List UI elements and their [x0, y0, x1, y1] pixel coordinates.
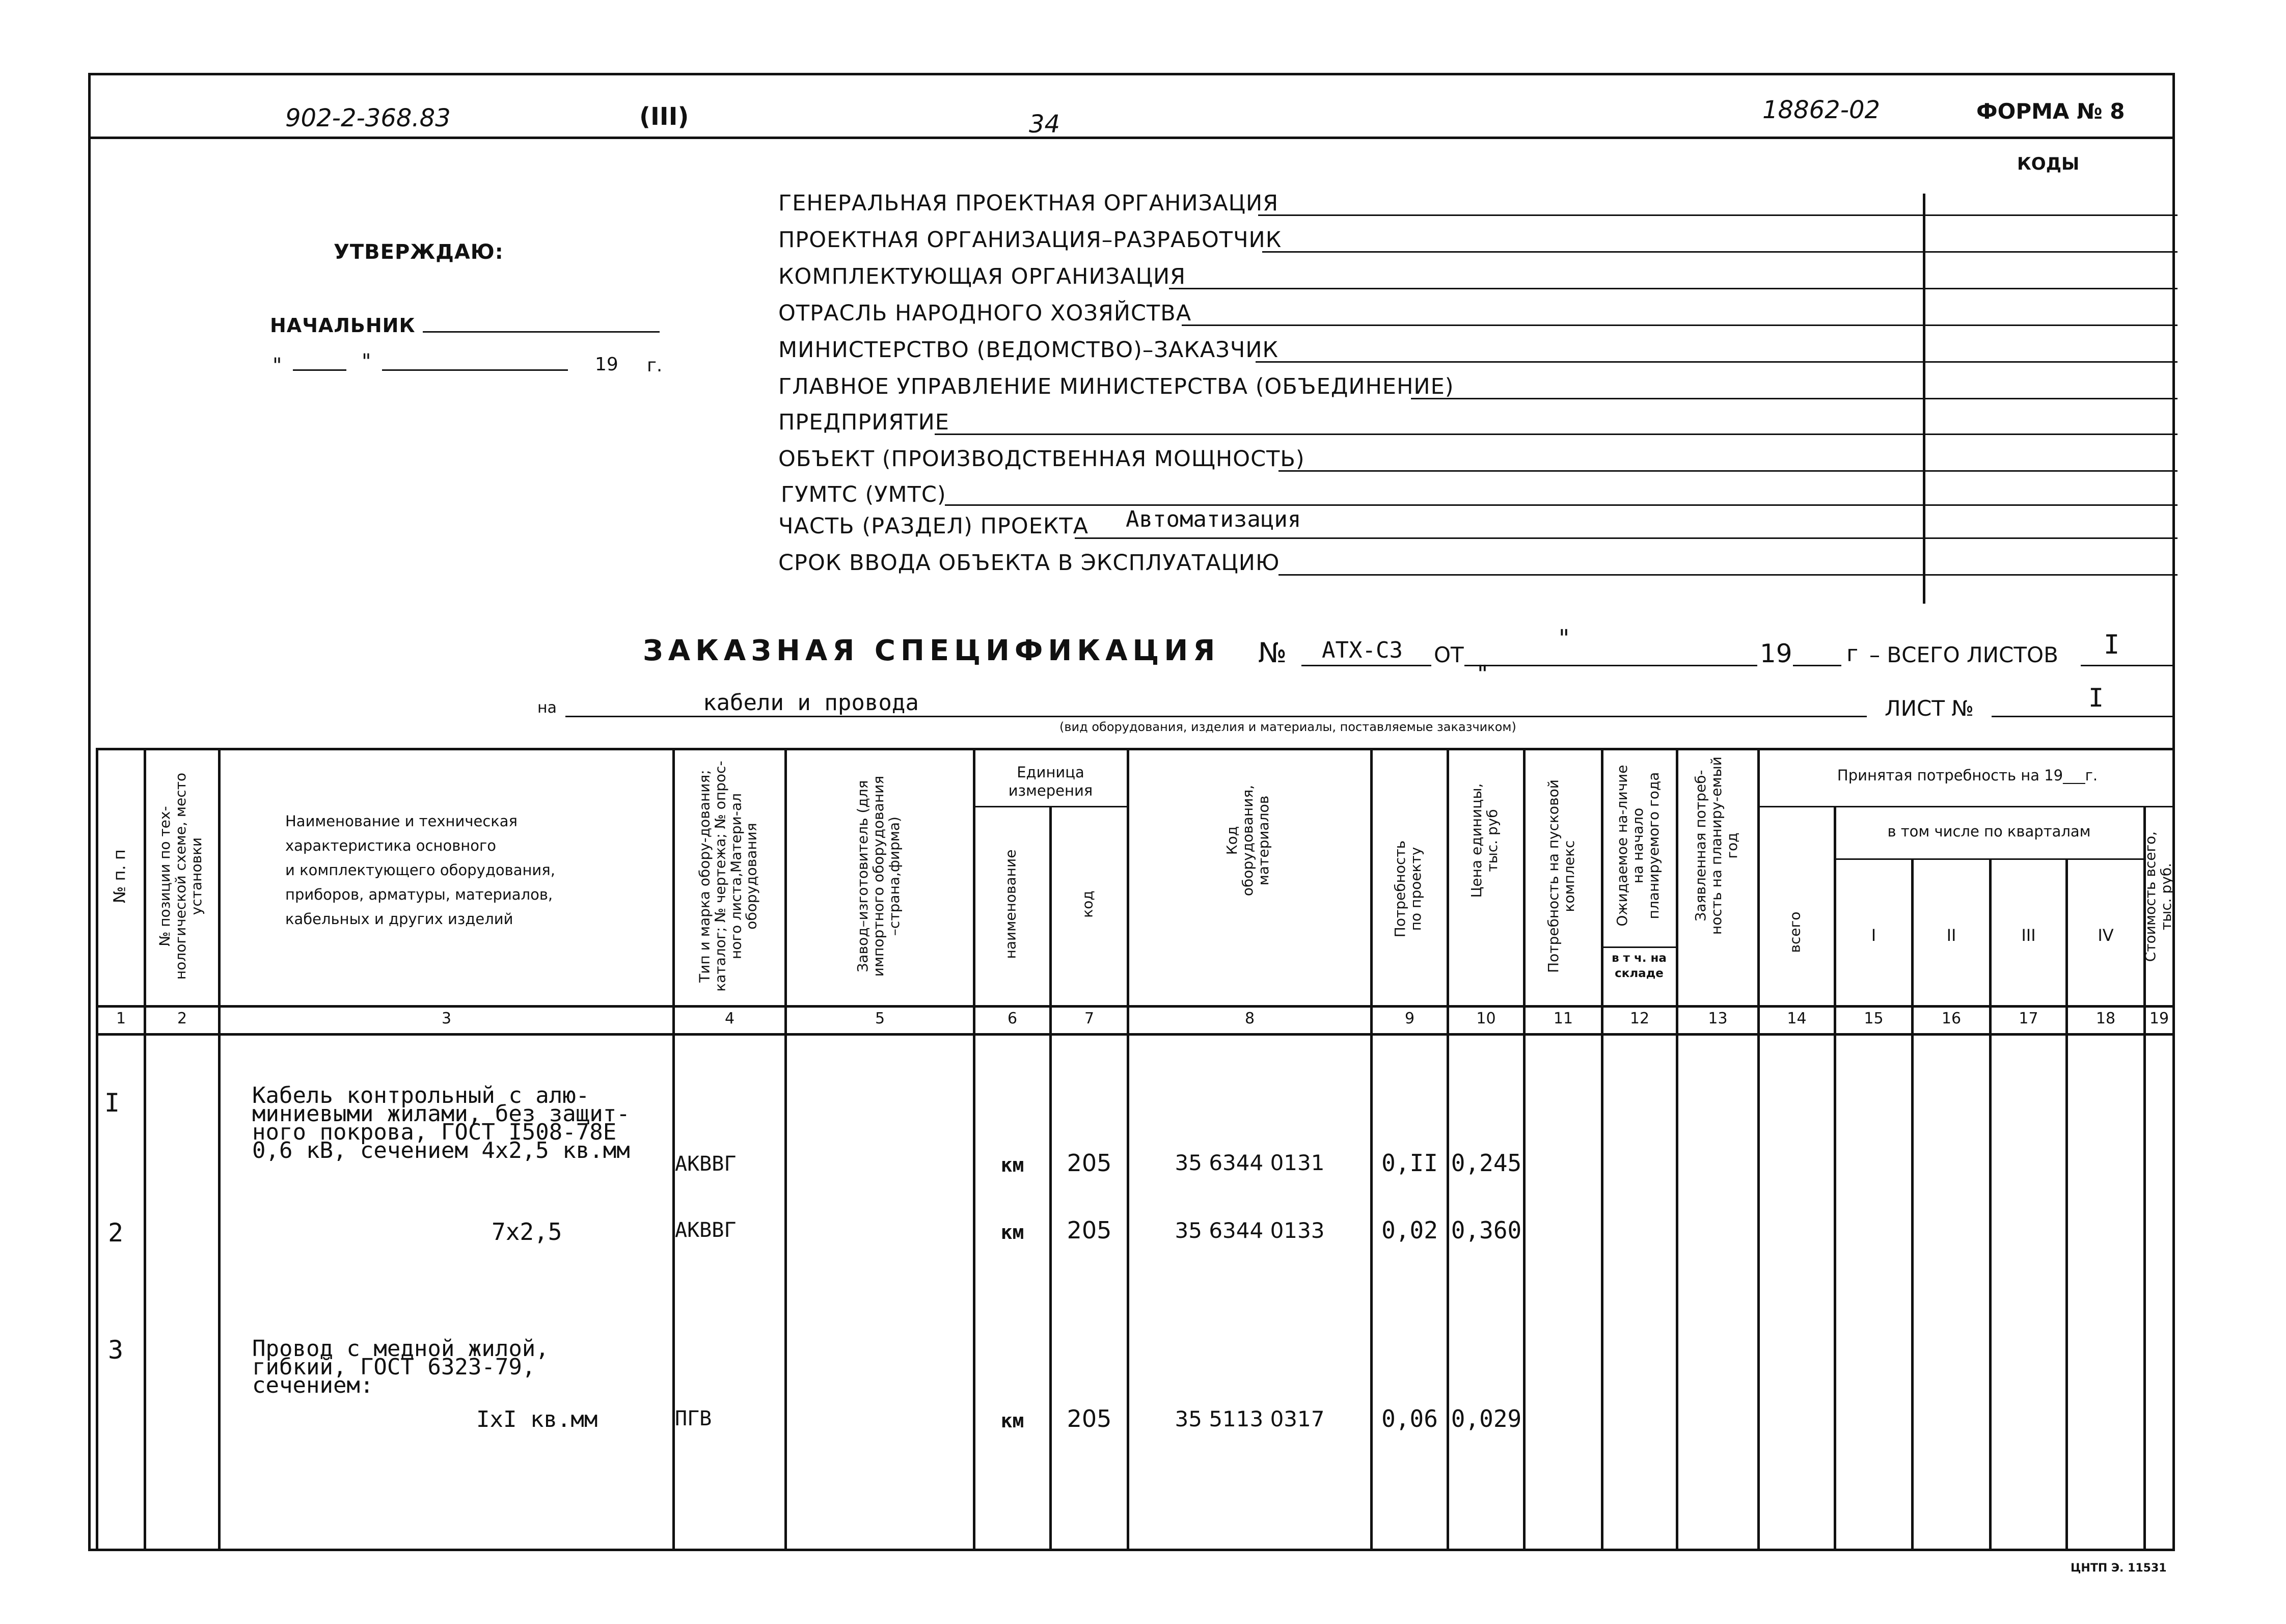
row-code: 35 6344 0133	[1175, 1218, 1325, 1243]
org-line-project-part	[1075, 537, 2178, 539]
chief-line	[423, 331, 660, 333]
spec-year-line	[1793, 665, 1841, 666]
colnum: 10	[1476, 1010, 1496, 1027]
hdr-qty-text: Потребность по проекту	[1392, 840, 1424, 938]
org-label-gumts: ГУМТС (УМТС)	[781, 482, 946, 507]
colnum: 5	[875, 1010, 885, 1027]
col-sep-2	[218, 748, 221, 1550]
col-sep-17	[2065, 858, 2068, 1550]
org-label-industry: ОТРАСЛЬ НАРОДНОГО ХОЗЯЙСТВА	[778, 301, 1192, 326]
org-line-general	[1258, 214, 2178, 216]
org-value-project-part: Автоматизация	[1126, 506, 1301, 532]
spec-number: АТХ-С3	[1322, 637, 1403, 663]
colnum: 13	[1708, 1010, 1728, 1027]
spec-total-sheets-label: – ВСЕГО ЛИСТОВ	[1869, 642, 2058, 667]
col-sep-4	[784, 748, 787, 1550]
hdr-q1: I	[1871, 926, 1876, 945]
date-close-quote: "	[362, 350, 371, 373]
hdr-declared	[1693, 756, 1740, 935]
org-label-supplier: КОМПЛЕКТУЮЩАЯ ОРГАНИЗАЦИЯ	[778, 264, 1186, 289]
spec-from-label: ОТ	[1434, 642, 1464, 667]
row-price: 0,245	[1451, 1149, 1522, 1177]
row-unit: км	[1000, 1221, 1024, 1243]
approval-year-suffix: г.	[647, 355, 663, 376]
colnum: 2	[177, 1010, 187, 1027]
org-label-commissioning: СРОК ВВОДА ОБЪЕКТА В ЭКСПЛУАТАЦИЮ	[778, 550, 1280, 576]
hdr-q2: II	[1946, 926, 1956, 945]
hdr-expected-text: Ожидаемое на-личие на начало планируемого года	[1613, 765, 1662, 927]
row-unit-code: 205	[1067, 1149, 1112, 1177]
hdr-quarters: в том числе по кварталам	[1887, 823, 2091, 840]
row-type: АКВВГ	[675, 1152, 737, 1176]
form-number: ФОРМА № 8	[1976, 99, 2125, 124]
album-number: (III)	[639, 102, 689, 131]
hdr-cost	[2143, 815, 2174, 978]
col-sep-6	[1049, 806, 1052, 1550]
frame-bottom	[88, 1549, 2175, 1551]
row-number: I	[104, 1088, 120, 1118]
hdr-cost-text: Стоимость всего, тыс. руб.	[2142, 831, 2174, 962]
frame-left	[88, 73, 91, 1550]
hdr-name-line1: Наименование и техническая	[285, 813, 518, 830]
row-name-line: Кабель контрольный с алю-	[252, 1082, 590, 1108]
org-line-main-dept	[1411, 398, 2178, 399]
hdr-equip-code-text: Код оборудования, материалов	[1223, 784, 1272, 897]
hdr-type-text: Тип и марка обору-дования; каталог; № чертежа; № опрос-ного листа,Матери-ал оборудования	[696, 761, 760, 992]
colnum: 7	[1084, 1010, 1095, 1027]
colnum: 9	[1404, 1010, 1415, 1027]
row-name-line: 0,6 кВ, сечением 4х2,5 кв.мм	[252, 1138, 630, 1163]
hdr-qty	[1393, 830, 1424, 948]
org-line-developer	[1262, 251, 2178, 253]
spec-subject: кабели и провода	[703, 690, 919, 716]
hdr-position	[157, 764, 204, 988]
frame-topbar-bottom	[88, 137, 2175, 139]
hdr-launch	[1546, 764, 1577, 988]
colnum: 8	[1244, 1010, 1255, 1027]
spec-sheet: I	[2088, 683, 2104, 713]
org-label-object: ОБЪЕКТ (ПРОИЗВОДСТВЕННАЯ МОЩНОСТЬ)	[778, 446, 1305, 472]
date-open-quote: "	[273, 354, 282, 377]
row-qty: 0,II	[1381, 1149, 1438, 1177]
table-header-bottom	[96, 1005, 2175, 1008]
frame-right	[2172, 73, 2175, 1550]
row-type: ПГВ	[675, 1407, 712, 1430]
hdr-price	[1469, 779, 1501, 902]
spec-year-suffix: г	[1846, 641, 1859, 667]
colnum: 16	[1941, 1010, 1962, 1027]
row-name-line: гибкий, ГОСТ 6323-79,	[252, 1354, 536, 1380]
hdr-unit-name: наименование	[1002, 849, 1019, 959]
row-code: 35 6344 0131	[1175, 1150, 1325, 1175]
col-sep-0	[96, 748, 98, 1550]
hdr-factory	[855, 774, 902, 978]
row-name	[252, 1336, 549, 1398]
row-price: 0,360	[1451, 1216, 1522, 1244]
table-colnum-bottom	[96, 1033, 2175, 1036]
hdr-type	[697, 756, 759, 996]
page-number: 34	[1029, 110, 1060, 139]
org-line-ministry	[1256, 361, 2178, 363]
hdr-stock-text: в т ч. на складе	[1612, 952, 1667, 980]
doc-number: 902-2-368.83	[285, 104, 451, 132]
hdr-stock	[1603, 951, 1675, 981]
hdr-position-text: № позиции по тех-нологической схеме, место установки	[156, 772, 205, 980]
row-name	[252, 1082, 630, 1163]
hdr-launch-text: Потребность на пусковой комплекс	[1545, 779, 1577, 973]
hdr-name-line5: кабельных и других изделий	[285, 910, 513, 928]
spec-title: ЗАКАЗНАЯ СПЕЦИФИКАЦИЯ	[643, 634, 1220, 667]
col-sep-15	[1911, 858, 1914, 1550]
hdr-expected	[1615, 756, 1662, 935]
colnum: 1	[116, 1010, 126, 1027]
org-line-commissioning	[1278, 574, 2178, 576]
colnum: 4	[724, 1010, 735, 1027]
frame-top	[88, 73, 2175, 75]
hdr-q4: IV	[2098, 926, 2114, 945]
org-label-developer: ПРОЕКТНАЯ ОРГАНИЗАЦИЯ–РАЗРАБОТЧИК	[778, 227, 1282, 253]
org-label-enterprise: ПРЕДПРИЯТИЕ	[778, 410, 949, 435]
org-line-supplier	[1169, 288, 2178, 289]
quarters-group-line	[1834, 858, 2143, 860]
inventory-number: 18862-02	[1762, 96, 1881, 124]
spec-number-line	[1301, 665, 1431, 666]
spec-on-label: на	[537, 699, 557, 717]
row-code: 35 5113 0317	[1175, 1406, 1325, 1431]
hdr-name	[285, 809, 555, 931]
date-day-line	[293, 369, 346, 371]
colnum: 17	[2019, 1010, 2038, 1027]
date-month-line	[382, 369, 568, 371]
hdr-rownum: № п. п	[110, 849, 129, 903]
org-label-general: ГЕНЕРАЛЬНАЯ ПРОЕКТНАЯ ОРГАНИЗАЦИЯ	[778, 191, 1279, 216]
org-line-industry	[1182, 324, 2178, 326]
spec-subject-line	[565, 716, 1867, 717]
spec-quote-open: "	[1559, 625, 1570, 652]
col-sep-16	[1989, 858, 1992, 1550]
row-name-line: ного покрова, ГОСТ I508-78Е	[252, 1119, 617, 1145]
org-label-ministry: МИНИСТЕРСТВО (ВЕДОМСТВО)–ЗАКАЗЧИК	[778, 337, 1279, 363]
spec-quote-close: "	[1477, 660, 1488, 688]
row-unit-code: 205	[1067, 1216, 1112, 1244]
col-sep-12	[1676, 748, 1678, 1550]
row-number: 3	[108, 1335, 124, 1365]
colnum: 3	[441, 1010, 452, 1027]
spec-total-line	[2081, 665, 2175, 666]
row-name-line: Провод с медной жилой,	[252, 1336, 549, 1362]
row-number: 2	[108, 1218, 124, 1248]
spec-number-label: №	[1258, 637, 1287, 669]
hdr-total: всего	[1786, 911, 1804, 953]
row-name-section: IхI кв.мм	[476, 1406, 598, 1432]
col-sep-11	[1601, 748, 1603, 1550]
footer-print-mark: ЦНТП Э. 11531	[2071, 1562, 2167, 1575]
codes-label: КОДЫ	[2017, 154, 2080, 174]
hdr-unit	[975, 763, 1126, 800]
colnum: 18	[2096, 1010, 2116, 1027]
approval-title: УТВЕРЖДАЮ:	[334, 240, 504, 264]
org-line-gumts	[945, 504, 2178, 506]
row-name-line: миниевыми жилами, без защит-	[252, 1101, 630, 1127]
org-line-object	[1278, 470, 2178, 472]
org-label-project-part: ЧАСТЬ (РАЗДЕЛ) ПРОЕКТА	[778, 513, 1089, 539]
hdr-name-line3: и комплектующего оборудования,	[285, 861, 555, 879]
colnum: 6	[1007, 1010, 1018, 1027]
col-sep-1	[144, 748, 146, 1550]
row-qty: 0,02	[1381, 1216, 1438, 1244]
colnum: 11	[1553, 1010, 1573, 1027]
hdr-name-line2: характеристика основного	[285, 837, 496, 854]
colnum: 14	[1787, 1010, 1807, 1027]
hdr-declared-text: Заявленная потреб-ность на планиру-емый год	[1692, 756, 1740, 935]
stock-split-line	[1601, 946, 1676, 948]
col-sep-14	[1834, 806, 1836, 1550]
col-sep-13	[1757, 748, 1760, 1550]
spec-date-line	[1464, 665, 1757, 666]
hdr-equip-code	[1224, 779, 1271, 902]
hdr-unit-text: Единица измерения	[1008, 764, 1093, 799]
accepted-group-line	[1757, 806, 2175, 807]
hdr-factory-text: Завод–изготовитель (для импортного оборудования –страна,фирма)	[854, 775, 903, 977]
hdr-price-text: Цена единицы, тыс. руб	[1468, 783, 1501, 898]
row-qty: 0,06	[1381, 1405, 1438, 1432]
row-name-line: сечением:	[252, 1372, 374, 1398]
row-price: 0,029	[1451, 1405, 1522, 1432]
row-unit: км	[1000, 1154, 1024, 1176]
hdr-unit-code: код	[1079, 890, 1096, 918]
hdr-name-line4: приборов, арматуры, материалов,	[285, 886, 553, 903]
spec-total-sheets: I	[2104, 630, 2120, 660]
row-name-line: 7х2,5	[492, 1218, 562, 1246]
colnum: 12	[1629, 1010, 1650, 1027]
approval-year: 19	[595, 354, 618, 375]
spec-sheet-label: ЛИСТ №	[1885, 696, 1974, 721]
spec-year: 19	[1760, 639, 1792, 668]
org-line-enterprise	[935, 434, 2178, 435]
approval-chief: НАЧАЛЬНИК	[270, 314, 416, 337]
row-unit-code: 205	[1067, 1405, 1112, 1432]
hdr-accepted: Принятая потребность на 19___г.	[1837, 767, 2098, 784]
colnum: 15	[1864, 1010, 1884, 1027]
colnum: 19	[2149, 1010, 2169, 1027]
org-label-main-dept: ГЛАВНОЕ УПРАВЛЕНИЕ МИНИСТЕРСТВА (ОБЪЕДИНЕНИЕ)	[778, 374, 1454, 399]
spec-subject-caption: (вид оборудования, изделия и материалы, поставляемые заказчиком)	[1059, 720, 1516, 734]
spec-sheet-line	[1992, 716, 2175, 717]
table-top	[96, 748, 2175, 750]
row-unit: км	[1000, 1410, 1024, 1432]
hdr-q3: III	[2021, 926, 2036, 945]
row-type: АКВВГ	[675, 1219, 737, 1242]
